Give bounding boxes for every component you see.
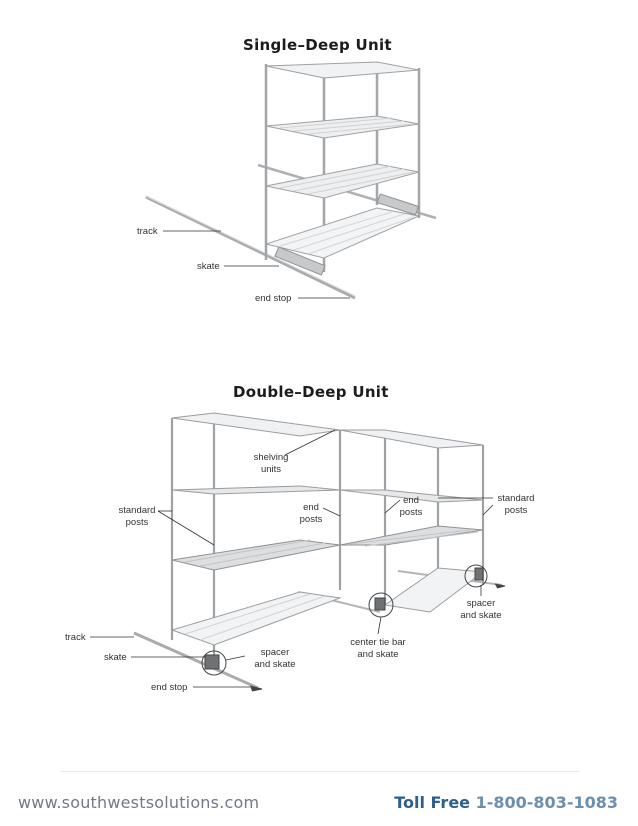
end-posts-b-label — [396, 495, 426, 519]
standard-posts-right-label — [494, 493, 538, 517]
spacer-skate-left-leader — [226, 656, 245, 660]
toll-free-phone[interactable] — [394, 793, 618, 812]
double-deep-title: Double–Deep Unit — [233, 383, 389, 401]
standard-posts-left-label — [116, 505, 158, 529]
double-skate-left — [205, 655, 219, 669]
double-shelf — [172, 526, 483, 570]
spacer-skate-right-label — [456, 598, 506, 622]
standard-posts-left-line2: posts — [125, 517, 149, 528]
single-deep-title: Single–Deep Unit — [243, 36, 392, 54]
spacer-skate-left-line2: and skate — [254, 659, 296, 670]
standard-posts-right-line2: posts — [504, 505, 528, 516]
end-posts-a-line1: end — [303, 502, 319, 513]
spacer-skate-left-label — [250, 647, 300, 671]
double-shelf — [172, 486, 483, 502]
center-tie-line2: and skate — [357, 649, 399, 660]
double-track-label: track — [65, 632, 86, 643]
double-skate-center — [375, 598, 385, 610]
spacer-skate-right-line2: and skate — [460, 610, 502, 621]
footer-divider — [60, 771, 580, 772]
end-posts-b-line1: end — [403, 495, 419, 506]
end-posts-b-line2: posts — [399, 507, 423, 518]
double-skate-label: skate — [104, 652, 127, 663]
center-tie-line1: center tie bar — [350, 637, 406, 648]
standard-posts-right-line1: standard — [497, 493, 535, 504]
center-tie-leader — [378, 617, 381, 634]
standard-posts-left-line1: standard — [118, 505, 156, 516]
spacer-skate-left-line1: spacer — [260, 647, 290, 658]
end-posts-a-label — [296, 502, 326, 526]
website-link[interactable]: www.southwestsolutions.com — [18, 793, 260, 812]
double-skate-right — [475, 568, 483, 580]
single-track-label: track — [137, 226, 158, 237]
shelving-units-line2: units — [260, 464, 282, 475]
spacer-skate-right-line1: spacer — [466, 598, 496, 609]
phone-number[interactable]: 1-800-803-1083 — [475, 793, 618, 812]
single-end-stop-label: end stop — [255, 293, 292, 304]
toll-free-label: Toll Free — [394, 793, 471, 812]
shelving-units-line1: shelving — [253, 452, 289, 463]
back-end-stop-arrow — [495, 584, 505, 588]
end-posts-a-line2: posts — [299, 514, 323, 525]
single-skate-label: skate — [197, 261, 220, 272]
shelving-units-label — [249, 452, 293, 476]
center-tie-label — [343, 637, 413, 661]
double-shelf — [172, 568, 483, 645]
double-shelf — [172, 413, 483, 448]
double-end-stop-label: end stop — [151, 682, 188, 693]
double-track — [134, 633, 258, 688]
